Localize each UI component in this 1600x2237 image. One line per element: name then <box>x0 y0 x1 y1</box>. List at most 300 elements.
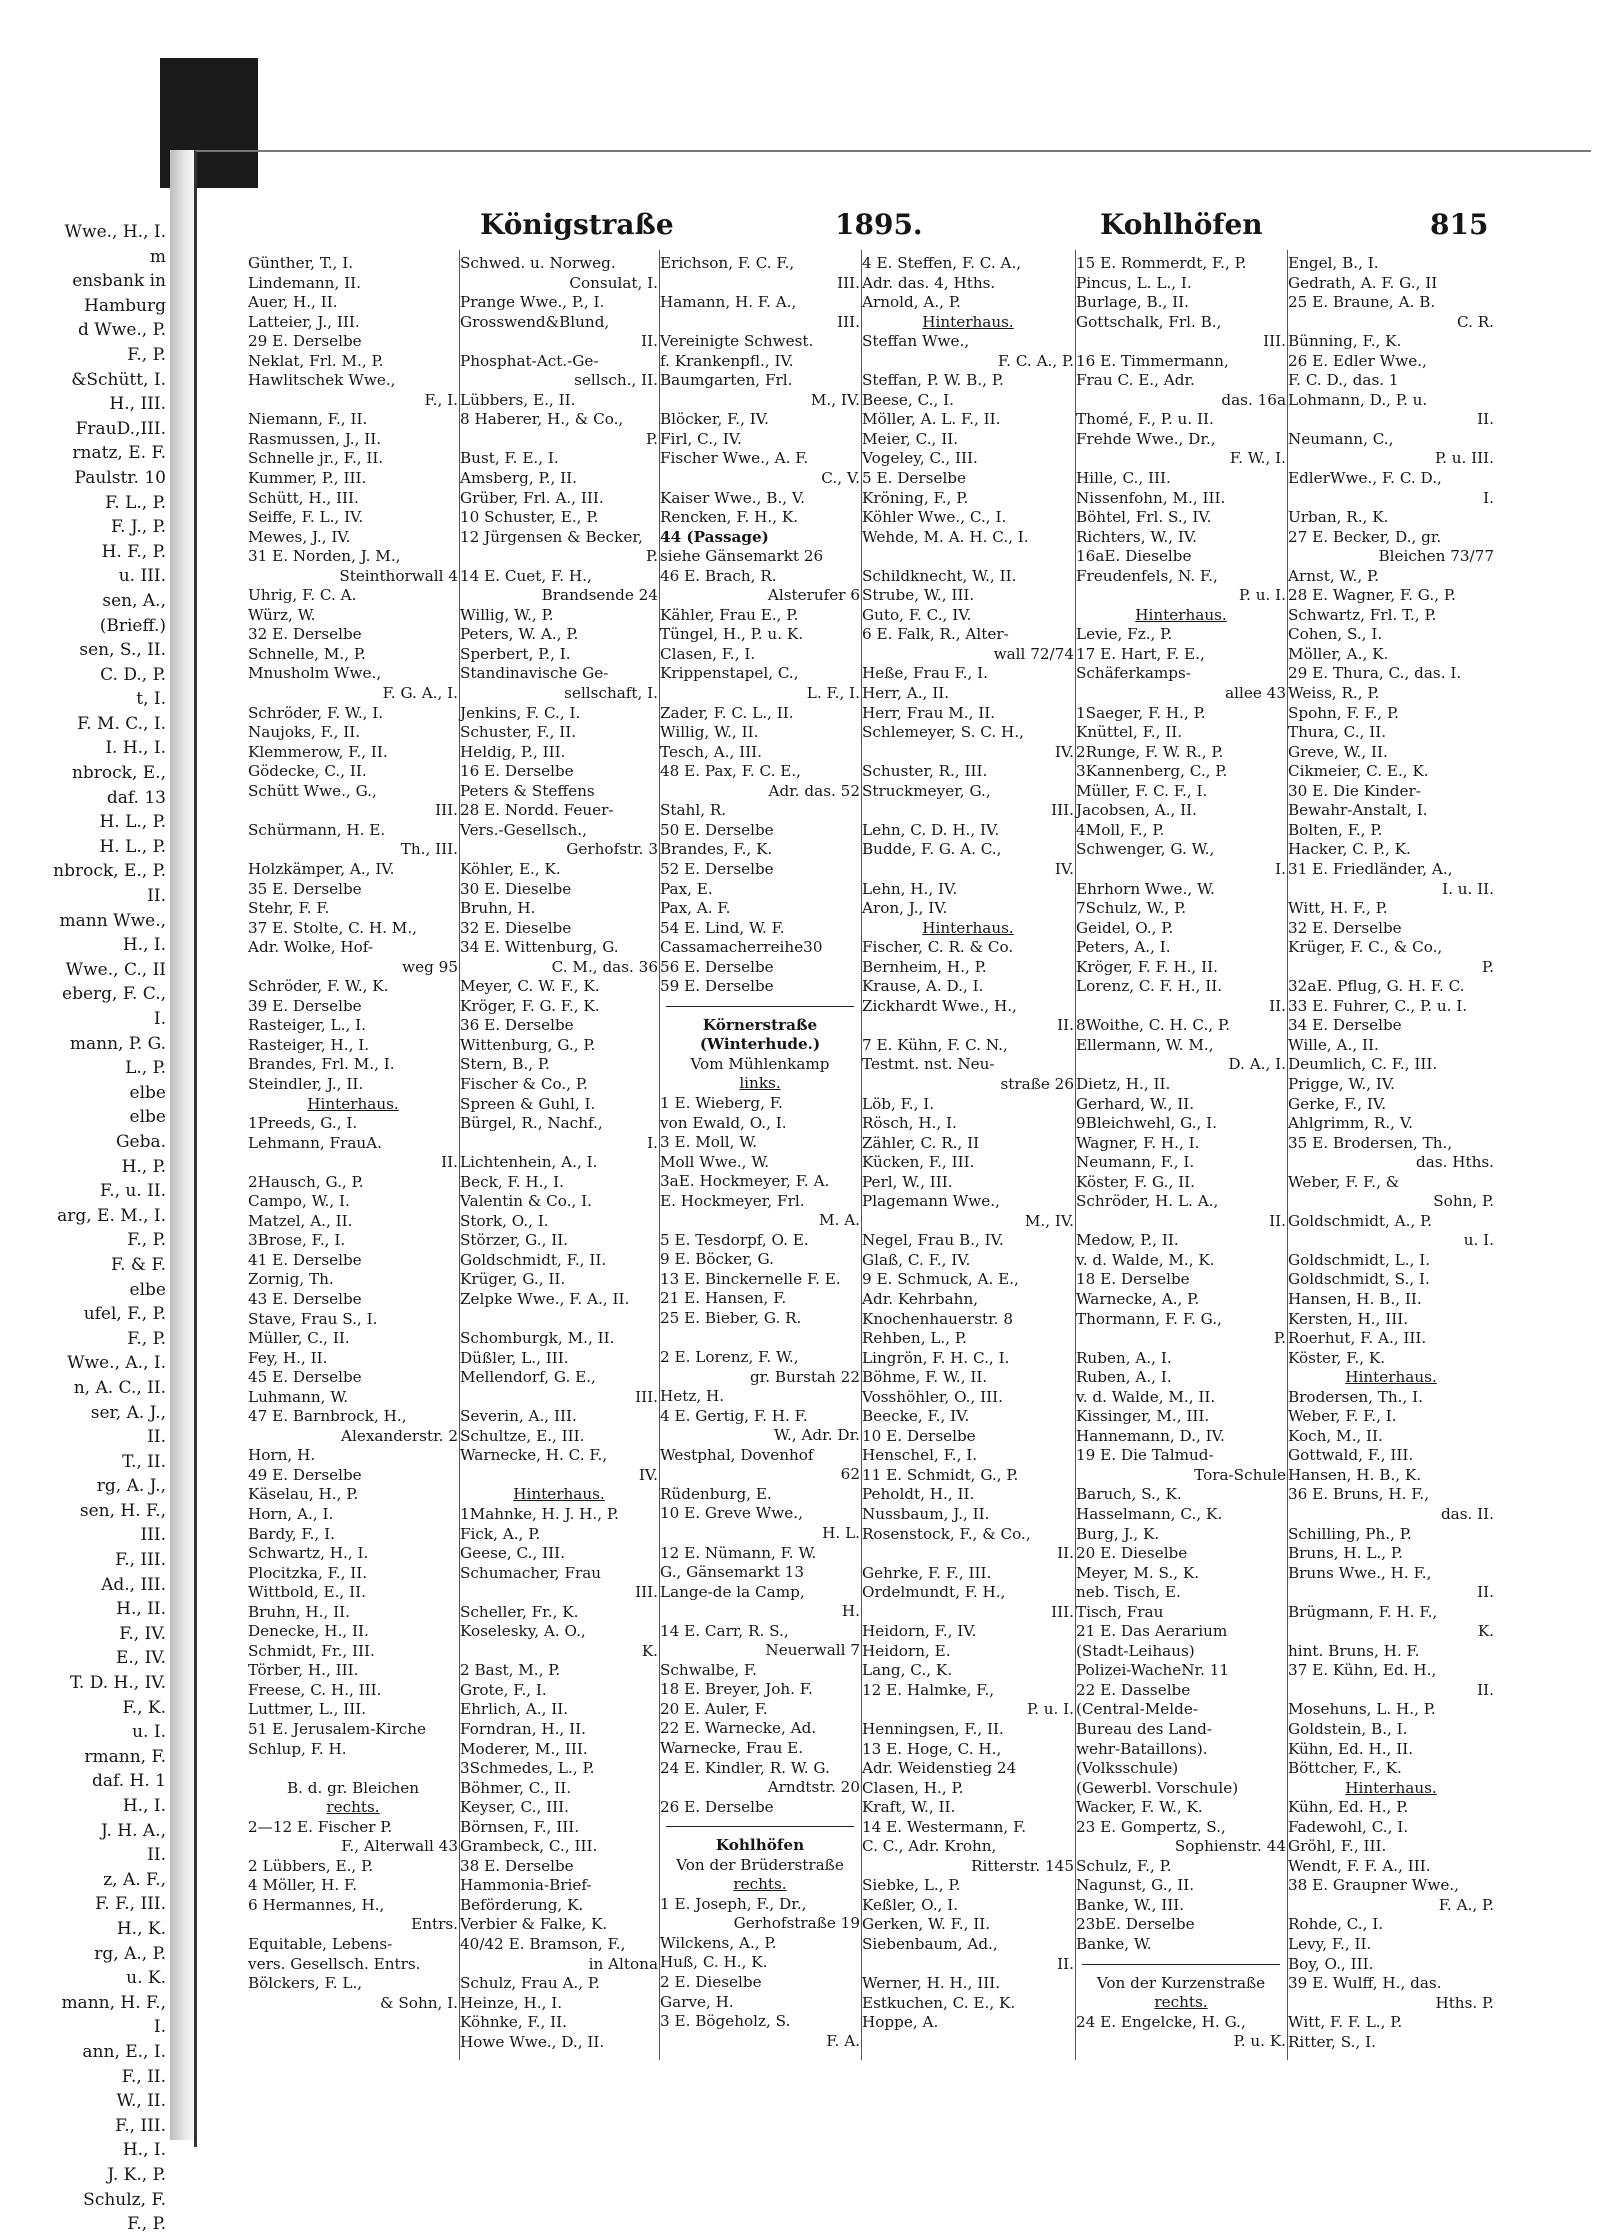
directory-entry: Testmt. nst. Neu- <box>862 1055 995 1074</box>
directory-entry: Gehrke, F. F., III. <box>862 1563 992 1582</box>
directory-entry: Seiffe, F. L., IV. <box>248 508 364 527</box>
directory-entry: 3Kannenberg, C., P. <box>1076 762 1228 781</box>
directory-entry: F. G. A., I. <box>382 684 458 703</box>
directory-entry: Horn, H. <box>248 1446 316 1465</box>
directory-entry: Gerke, F., IV. <box>1288 1094 1387 1113</box>
directory-entry: P. u. III. <box>1434 449 1494 468</box>
directory-entry: 46 E. Brach, R. <box>660 566 777 585</box>
directory-entry: 32aE. Pflug, G. H. F. C. <box>1288 977 1465 996</box>
directory-entry: & Sohn, I. <box>380 1993 458 2012</box>
directory-entry: Böhmer, C., II. <box>460 1778 572 1797</box>
directory-entry: Meier, C., II. <box>862 429 959 448</box>
directory-entry: Freese, C. H., III. <box>248 1680 382 1699</box>
directory-entry: 26 E. Edler Wwe., <box>1288 351 1427 370</box>
directory-entry: Medow, P., II. <box>1076 1231 1179 1250</box>
directory-entry: Firl, C., IV. <box>660 429 742 448</box>
directory-entry: 17 E. Hart, F. E., <box>1076 644 1205 663</box>
directory-entry: Steffan Wwe., <box>862 332 970 351</box>
directory-entry: Lehn, H., IV. <box>862 879 958 898</box>
directory-entry: III. <box>1051 801 1074 820</box>
directory-entry: 39 E. Derselbe <box>248 996 362 1015</box>
directory-entry: Rasteiger, H., I. <box>248 1035 370 1054</box>
directory-entry: Hawlitschek Wwe., <box>248 371 396 390</box>
directory-entry: 38 E. Graupner Wwe., <box>1288 1876 1459 1895</box>
directory-entry: 41 E. Derselbe <box>248 1250 362 1269</box>
directory-entry: Beförderung, K. <box>460 1895 584 1914</box>
directory-entry: H. <box>841 1602 860 1621</box>
prev-page-fragment: Schulz, F. <box>83 2189 166 2210</box>
directory-entry: straße 26 <box>1000 1074 1074 1093</box>
prev-page-fragment: T., II. <box>122 1451 166 1472</box>
prev-page-fragment: H., P. <box>121 1156 166 1177</box>
directory-entry: Schultze, E., III. <box>460 1426 585 1445</box>
directory-entry: Ehrlich, A., II. <box>460 1700 569 1719</box>
directory-entry: D. A., I. <box>1228 1055 1286 1074</box>
directory-entry: II. <box>1477 1583 1494 1602</box>
directory-entry: Gerken, W. F., II. <box>862 1915 991 1934</box>
directory-entry: Jenkins, F. C., I. <box>460 703 581 722</box>
directory-column-4 <box>862 254 1074 2033</box>
directory-entry: P. <box>1274 1329 1286 1348</box>
directory-entry: I. u. II. <box>1442 879 1494 898</box>
directory-entry: Hinterhaus. <box>922 918 1014 937</box>
directory-entry: 32 E. Dieselbe <box>460 918 572 937</box>
directory-entry: 2—12 E. Fischer P. <box>248 1817 393 1836</box>
directory-entry: siehe Gänsemarkt 26 <box>660 547 824 566</box>
directory-entry: Käselau, H., P. <box>248 1485 359 1504</box>
prev-page-fragment: Wwe., C., II <box>65 959 166 980</box>
directory-entry: III. <box>1051 1602 1074 1621</box>
directory-entry: Hansen, H. B., II. <box>1288 1289 1422 1308</box>
directory-entry: IV. <box>1054 742 1074 761</box>
directory-entry: Wilckens, A., P. <box>660 1933 777 1952</box>
directory-entry: Levy, F., II. <box>1288 1935 1372 1954</box>
directory-entry: 59 E. Derselbe <box>660 977 774 996</box>
directory-entry: Hths. P. <box>1435 1993 1494 2012</box>
directory-entry: Ritterstr. 145 <box>971 1856 1074 1875</box>
directory-entry: Prigge, W., IV. <box>1288 1074 1395 1093</box>
directory-entry: Bleichen 73/77 <box>1378 547 1494 566</box>
directory-entry: Moderer, M., III. <box>460 1739 588 1758</box>
prev-page-fragment: F., IV. <box>119 1623 166 1644</box>
directory-entry: Müller, F. C. F., I. <box>1076 781 1208 800</box>
directory-entry: 44 (Passage) <box>660 527 769 546</box>
directory-entry: Garve, H. <box>660 1992 734 2011</box>
directory-entry: 3aE. Hockmeyer, F. A. <box>660 1172 830 1191</box>
directory-entry: II. <box>1269 996 1286 1015</box>
prev-page-fragment: F. M. C., I. <box>77 713 166 734</box>
directory-entry: 16 E. Derselbe <box>460 762 574 781</box>
directory-entry: Kummer, P., III. <box>248 469 367 488</box>
directory-entry: III. <box>435 801 458 820</box>
directory-entry: Köhler, E., K. <box>460 859 561 878</box>
directory-entry: Adr. Wolke, Hof- <box>248 938 373 957</box>
directory-entry: Rüdenburg, E. <box>660 1484 772 1503</box>
directory-entry: Bernheim, H., P. <box>862 957 987 976</box>
directory-entry: allee 43 <box>1225 684 1286 703</box>
directory-entry: 33 E. Fuhrer, C., P. u. I. <box>1288 996 1468 1015</box>
directory-entry: Stahl, R. <box>660 801 727 820</box>
directory-entry: u. I. <box>1463 1231 1494 1250</box>
directory-entry: Vereinigte Schwest. <box>660 332 814 351</box>
directory-entry: Kröger, F. G. F., K. <box>460 996 600 1015</box>
directory-entry: links. <box>739 1074 781 1093</box>
directory-entry: Lübbers, E., II. <box>460 390 576 409</box>
directory-entry: K. <box>1477 1622 1494 1641</box>
directory-entry: 43 E. Derselbe <box>248 1289 362 1308</box>
directory-column-3 <box>660 254 860 2051</box>
directory-entry: Phosphat-Act.-Ge- <box>460 351 599 370</box>
directory-entry: Standinavische Ge- <box>460 664 609 683</box>
directory-entry: 13 E. Binckernelle F. E. <box>660 1269 841 1288</box>
directory-entry: Störzer, G., II. <box>460 1231 569 1250</box>
directory-entry: 50 E. Derselbe <box>660 820 774 839</box>
prev-page-fragment: elbe <box>129 1107 166 1128</box>
directory-entry: Sohn, P. <box>1433 1192 1494 1211</box>
prev-page-fragment: F. & F. <box>110 1254 166 1275</box>
directory-entry: 34 E. Derselbe <box>1288 1016 1402 1035</box>
directory-entry: II. <box>1057 1954 1074 1973</box>
prev-page-fragment: F., P. <box>127 2214 166 2235</box>
directory-entry: Gödecke, C., II. <box>248 762 367 781</box>
directory-entry: Hinterhaus. <box>307 1094 399 1113</box>
directory-entry: Plagemann Wwe., <box>862 1192 1000 1211</box>
directory-entry: Herr, Frau M., II. <box>862 703 996 722</box>
directory-entry: 37 E. Stolte, C. H. M., <box>248 918 417 937</box>
directory-entry: Rehben, L., P. <box>862 1329 967 1348</box>
prev-page-fragment: F., P. <box>127 1328 166 1349</box>
prev-page-fragment: elbe <box>129 1082 166 1103</box>
directory-entry: Pincus, L. L., I. <box>1076 273 1192 292</box>
directory-entry: 9 E. Schmuck, A. E., <box>862 1270 1019 1289</box>
prev-page-fragment: rmann, F. <box>84 1746 166 1767</box>
directory-entry: Vosshöhler, O., III. <box>862 1387 1003 1406</box>
directory-entry: 4 E. Steffen, F. C. A., <box>862 254 1022 272</box>
directory-entry: Wehde, M. A. H. C., I. <box>862 527 1029 546</box>
directory-entry: Deumlich, C. F., III. <box>1288 1055 1438 1074</box>
directory-entry: Ruben, A., I. <box>1076 1348 1172 1367</box>
directory-entry: Heidorn, E. <box>862 1641 951 1660</box>
directory-entry: II. <box>1269 1211 1286 1230</box>
directory-entry: Heldig, P., III. <box>460 742 566 761</box>
directory-entry: neb. Tisch, E. <box>1076 1583 1181 1602</box>
directory-entry: Schomburgk, M., II. <box>460 1329 615 1348</box>
directory-entry: Bardy, F., I. <box>248 1524 335 1543</box>
directory-entry: Hinterhaus. <box>1345 1368 1437 1387</box>
directory-entry: F., Alterwall 43 <box>341 1837 458 1856</box>
directory-entry: Schröder, F. W., I. <box>248 703 384 722</box>
directory-entry: 2 E. Lorenz, F. W., <box>660 1348 799 1367</box>
directory-entry: Spreen & Guhl, I. <box>460 1094 596 1113</box>
directory-entry: Köhnke, F., II. <box>460 2013 567 2032</box>
directory-entry: 2Hausch, G., P. <box>248 1172 364 1191</box>
spacer <box>460 1310 658 1330</box>
directory-entry: Clasen, H., P. <box>862 1778 964 1797</box>
directory-entry: Von der Kurzenstraße <box>1096 1973 1266 1992</box>
directory-entry: 5 E. Tesdorpf, O. E. <box>660 1230 809 1249</box>
directory-entry: Fadewohl, C., I. <box>1288 1817 1409 1836</box>
directory-entry: Lindemann, II. <box>248 273 361 292</box>
directory-entry: 23 E. Gompertz, S., <box>1076 1817 1226 1836</box>
directory-entry: Kröger, F. F. H., II. <box>1076 957 1218 976</box>
directory-entry: 3 E. Bögeholz, S. <box>660 2012 791 2031</box>
directory-entry: Levie, Fz., P. <box>1076 625 1173 644</box>
directory-entry: 28 E. Wagner, F. G., P. <box>1288 586 1456 605</box>
street-heading: (Winterhude.) <box>699 1035 821 1054</box>
directory-entry: Stave, Frau S., I. <box>248 1309 378 1328</box>
directory-entry: E. Hockmeyer, Frl. <box>660 1191 805 1210</box>
directory-entry: Brodersen, Th., I. <box>1288 1387 1423 1406</box>
directory-entry: Kröning, F., P. <box>862 488 969 507</box>
directory-entry: Arnst, W., P. <box>1288 566 1379 585</box>
directory-entry: Jacobsen, A., II. <box>1076 801 1198 820</box>
directory-entry: Tora-Schule <box>1194 1465 1286 1484</box>
spacer <box>248 1759 458 1779</box>
header-street-right: Kohlhöfen <box>1100 208 1263 241</box>
prev-page-fragment: u. I. <box>132 1722 166 1743</box>
directory-entry: 11 E. Schmidt, G., P. <box>862 1465 1019 1484</box>
directory-entry: 14 E. Cuet, F. H., <box>460 566 592 585</box>
directory-entry: 29 E. Thura, C., das. I. <box>1288 664 1462 683</box>
directory-entry: Frau C. E., Adr. <box>1076 371 1195 390</box>
directory-entry: Ehrhorn Wwe., W. <box>1076 879 1215 898</box>
directory-entry: Schumacher, Frau <box>460 1563 602 1582</box>
directory-entry: 25 E. Bieber, G. R. <box>660 1308 802 1327</box>
directory-entry: 19 E. Die Talmud- <box>1076 1446 1214 1465</box>
directory-entry: Schulz, F., P. <box>1076 1856 1172 1875</box>
directory-entry: Fischer Wwe., A. F. <box>660 449 809 468</box>
directory-entry: II. <box>441 1153 458 1172</box>
directory-entry: Ruben, A., I. <box>1076 1368 1172 1387</box>
directory-entry: Meyer, M. S., K. <box>1076 1563 1200 1582</box>
directory-entry: III. <box>837 312 860 331</box>
directory-entry: Nussbaum, J., II. <box>862 1505 990 1523</box>
directory-entry: 14 E. Carr, R. S., <box>660 1621 789 1640</box>
prev-page-fragment: Ad., III. <box>101 1574 166 1595</box>
directory-entry: Thormann, F. F. G., <box>1076 1309 1222 1328</box>
directory-entry: Gottwald, F., III. <box>1288 1446 1414 1465</box>
directory-entry: Banke, W., III. <box>1076 1895 1185 1914</box>
directory-entry: Witt, F. F. L., P. <box>1288 2013 1403 2032</box>
directory-entry: C., V. <box>821 469 860 488</box>
directory-entry: Klemmerow, F., II. <box>248 742 388 761</box>
directory-entry: Schilling, Ph., P. <box>1288 1524 1412 1543</box>
prev-page-fragment: z, A. F., <box>103 1869 166 1890</box>
directory-entry: Grote, F., I. <box>460 1680 547 1699</box>
directory-entry: Stern, B., P. <box>460 1055 550 1074</box>
directory-entry: 9 E. Böcker, G. <box>660 1250 774 1269</box>
prev-page-fragment: J. K., P. <box>107 2164 166 2185</box>
directory-entry: Rencken, F. H., K. <box>660 508 799 527</box>
directory-entry: 30 E. Die Kinder- <box>1288 781 1421 800</box>
directory-entry: 28 E. Nordd. Feuer- <box>460 801 614 820</box>
directory-entry: Weber, F. F., & <box>1288 1172 1400 1191</box>
directory-entry: P. u. K. <box>1233 2032 1286 2051</box>
directory-entry: Zickhardt Wwe., H., <box>862 996 1017 1015</box>
page-number: 815 <box>1430 208 1489 241</box>
directory-entry: Schürmann, H. E. <box>248 820 386 839</box>
directory-entry: Gröhl, F., III. <box>1288 1837 1387 1856</box>
directory-entry: 29 E. Derselbe <box>248 332 362 351</box>
directory-entry: 31 E. Norden, J. M., <box>248 547 401 566</box>
directory-entry: Auer, H., II. <box>248 293 338 312</box>
directory-entry: Rasteiger, L., I. <box>248 1016 366 1035</box>
directory-entry: 9Bleichwehl, G., I. <box>1076 1114 1217 1133</box>
prev-page-fragment: C. D., P. <box>100 664 166 685</box>
directory-entry: Heidorn, F., IV. <box>862 1622 977 1641</box>
directory-entry: Kühn, Ed. H., II. <box>1288 1739 1414 1758</box>
directory-entry: (Gewerbl. Vorschule) <box>1076 1778 1239 1797</box>
directory-entry: Severin, A., III. <box>460 1407 577 1426</box>
directory-entry: Möller, A. L. F., II. <box>862 410 1001 429</box>
prev-page-fragment: ufel, F., P. <box>83 1304 166 1325</box>
directory-entry: Adr. Kehrbahn, <box>862 1289 979 1308</box>
directory-entry: Kühn, Ed. H., P. <box>1288 1798 1409 1817</box>
directory-entry: Ordelmundt, F. H., <box>862 1583 1006 1602</box>
directory-entry: Plocitzka, F., II. <box>248 1563 368 1582</box>
directory-entry: Cikmeier, C. E., K. <box>1288 762 1429 781</box>
directory-entry: Beck, F. H., I. <box>460 1172 564 1191</box>
directory-entry: Schuster, F., II. <box>460 723 577 742</box>
directory-entry: L. F., I. <box>806 684 860 703</box>
directory-entry: gr. Burstah 22 <box>749 1367 860 1386</box>
prev-page-fragment: Wwe., A., I. <box>67 1353 166 1374</box>
directory-entry: Scheller, Fr., K. <box>460 1602 579 1621</box>
directory-entry: v. d. Walde, M., K. <box>1076 1250 1215 1269</box>
directory-entry: Kissinger, M., III. <box>1076 1407 1210 1426</box>
directory-entry: Weber, F. F., I. <box>1288 1407 1397 1426</box>
directory-entry: Westphal, Dovenhof <box>660 1445 814 1464</box>
directory-entry: Schröder, F. W., K. <box>248 977 389 996</box>
directory-entry: 31 E. Friedländer, A., <box>1288 859 1453 878</box>
directory-entry: 54 E. Lind, W. F. <box>660 918 785 937</box>
directory-entry: P. <box>646 429 658 448</box>
directory-entry: Koch, M., II. <box>1288 1426 1383 1445</box>
prev-page-fragment: I. <box>153 2017 166 2038</box>
directory-entry: 4 Möller, H. F. <box>248 1876 358 1895</box>
directory-entry: Keßler, O., I. <box>862 1895 959 1914</box>
page-header <box>290 208 1489 248</box>
directory-entry: Erichson, F. C. F., <box>660 254 795 272</box>
directory-column-5 <box>1076 254 1286 2052</box>
prev-page-fragment: Hamburg <box>84 295 166 316</box>
directory-entry: Fick, A., P. <box>460 1524 541 1543</box>
directory-entry: Struckmeyer, G., <box>862 781 991 800</box>
directory-entry: Heinze, H., I. <box>460 1993 563 2012</box>
directory-entry: F. W., I. <box>1229 449 1286 468</box>
directory-entry: Richters, W., IV. <box>1076 527 1197 546</box>
directory-entry: rechts. <box>1154 1993 1208 2012</box>
directory-entry: Aron, J., IV. <box>862 899 948 918</box>
directory-entry: Howe Wwe., D., II. <box>460 2032 605 2051</box>
directory-entry: Brandes, F., K. <box>660 840 773 859</box>
directory-entry: II. <box>641 332 658 351</box>
directory-entry: Ahlgrimm, R., V. <box>1288 1114 1413 1133</box>
directory-entry: Böttcher, F., K. <box>1288 1759 1402 1778</box>
directory-entry: 2 E. Dieselbe <box>660 1973 762 1992</box>
directory-entry: K. <box>641 1641 658 1660</box>
directory-entry: Fischer, C. R. & Co. <box>862 938 1014 957</box>
directory-entry: hint. Bruns, H. F. <box>1288 1641 1420 1660</box>
directory-entry: Löb, F., I. <box>862 1094 935 1113</box>
directory-entry: Köster, F. G., II. <box>1076 1172 1195 1191</box>
directory-entry: Rösch, H., I. <box>862 1114 957 1133</box>
directory-entry: Adr. Weidenstieg 24 <box>862 1759 1017 1778</box>
directory-entry: Ellermann, W. M., <box>1076 1035 1214 1054</box>
directory-entry: II. <box>1057 1016 1074 1035</box>
directory-entry: Glaß, C. F., IV. <box>862 1250 971 1269</box>
directory-entry: Cohen, S., I. <box>1288 625 1383 644</box>
directory-entry: Kraft, W., II. <box>862 1798 956 1817</box>
directory-entry: Tisch, Frau <box>1076 1602 1164 1621</box>
directory-entry: 10 E. Derselbe <box>862 1426 976 1445</box>
directory-entry: Möller, A., K. <box>1288 644 1389 663</box>
directory-entry: (Volksschule) <box>1076 1759 1179 1778</box>
directory-entry: Vom Mühlenkamp <box>690 1054 830 1073</box>
directory-entry: 16 E. Timmermann, <box>1076 351 1229 370</box>
directory-entry: Burg, J., K. <box>1076 1524 1160 1543</box>
directory-entry: Baumgarten, Frl. <box>660 371 793 390</box>
directory-entry: Wille, A., II. <box>1288 1035 1379 1054</box>
directory-entry: (Stadt-Leihaus) <box>1076 1641 1195 1660</box>
directory-entry: 20 E. Dieselbe <box>1076 1544 1188 1563</box>
directory-entry: Gerhard, W., II. <box>1076 1094 1195 1113</box>
directory-entry: Gedrath, A. F. G., II <box>1288 273 1438 292</box>
directory-entry: 25 E. Braune, A. B. <box>1288 293 1436 312</box>
directory-entry: Stork, O., I. <box>460 1211 549 1230</box>
directory-entry: IV. <box>1054 859 1074 878</box>
prev-page-fragment: mann Wwe., <box>59 910 166 931</box>
directory-entry: Alsterufer 6 <box>767 586 860 605</box>
directory-entry: Vers.-Gesellsch., <box>460 820 587 839</box>
directory-entry: 4Moll, F., P. <box>1076 820 1165 839</box>
directory-entry: 18 E. Breyer, Joh. F. <box>660 1680 813 1699</box>
directory-entry: Köster, F., K. <box>1288 1348 1386 1367</box>
directory-entry: C. C., Adr. Krohn, <box>862 1837 997 1856</box>
prev-page-fragment: (Brieff.) <box>99 615 166 636</box>
directory-entry: Matzel, A., II. <box>248 1211 353 1230</box>
directory-entry: I. <box>647 1133 658 1152</box>
prev-page-fragment: mann, P. G. <box>69 1033 166 1054</box>
directory-entry: Siebenbaum, Ad., <box>862 1935 998 1954</box>
directory-entry: von Ewald, O., I. <box>660 1113 787 1132</box>
directory-entry: Amsberg, P., II. <box>460 469 577 488</box>
directory-entry: Ritter, S., I. <box>1288 2032 1376 2051</box>
directory-entry: 4 E. Gertig, F. H. F. <box>660 1406 808 1425</box>
directory-entry: Kersten, H., III. <box>1288 1309 1409 1328</box>
directory-entry: Brügmann, F. H. F., <box>1288 1602 1438 1621</box>
directory-entry: Böhme, F. W., II. <box>862 1368 988 1387</box>
prev-page-fragment: J. H. A., <box>100 1820 166 1841</box>
directory-entry: Weiss, R., P. <box>1288 684 1380 703</box>
directory-entry: 62 <box>840 1465 860 1484</box>
directory-entry: Bureau des Land- <box>1076 1720 1212 1739</box>
directory-entry: 39 E. Wulff, H., das. <box>1288 1974 1442 1993</box>
prev-page-fragment: elbe <box>129 1279 166 1300</box>
directory-entry: Nagunst, G., II. <box>1076 1876 1195 1895</box>
directory-entry: P. <box>646 547 658 566</box>
directory-entry: Schütt Wwe., G., <box>248 781 377 800</box>
directory-entry: Gerhofstr. 3 <box>566 840 658 859</box>
directory-entry: Denecke, H., II. <box>248 1622 369 1641</box>
directory-entry: Geese, C., III. <box>460 1544 565 1563</box>
prev-page-fragment: F., P. <box>127 1230 166 1251</box>
directory-entry: Banke, W. <box>1076 1935 1152 1954</box>
directory-entry: 20 E. Auler, F. <box>660 1699 768 1718</box>
directory-entry: 6 E. Falk, R., Alter- <box>862 625 1009 644</box>
prev-page-fragment: arg, E. M., I. <box>57 1205 166 1226</box>
directory-entry: 2 Lübbers, E., P. <box>248 1856 374 1875</box>
